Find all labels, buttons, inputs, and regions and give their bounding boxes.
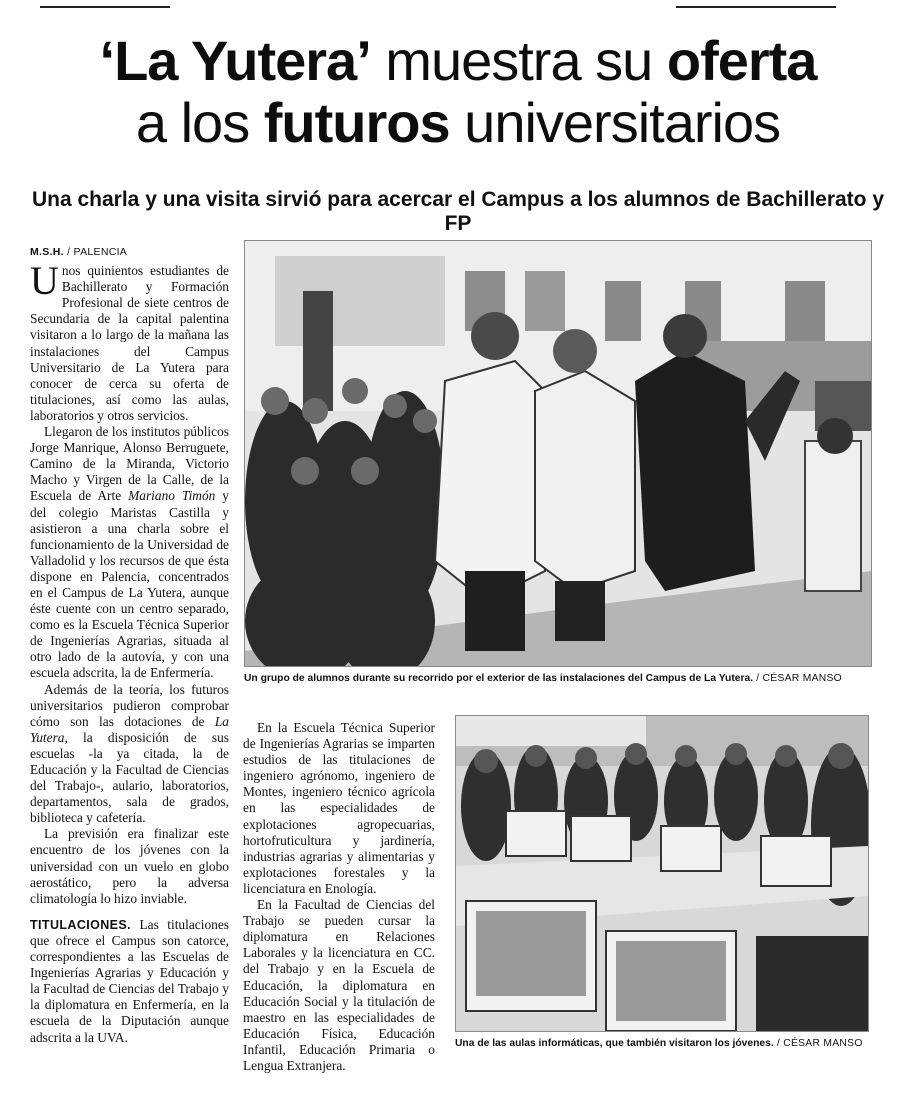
headline-text: a los [135,91,264,154]
headline-text: universitarios [449,91,781,154]
photo-credit: / CÉSAR MANSO [753,673,842,684]
column-left [30,244,229,1046]
photo-illustration [456,716,868,1031]
paragraph [30,258,229,424]
italic-name: Mariano Timón [128,488,216,504]
headline-text: muestra su [370,29,667,92]
paragraph [30,682,229,827]
byline [30,244,229,260]
paragraph: La previsión era finalizar este encuentro de los jóvenes con la universidad con un vuelo en globo aerostático, pero la adversa climatología lo hizo inviable. [30,826,229,906]
paragraph-text: Llegaron de los institutos públicos Jorge Manrique, Alonso Berruguete, Camino de la Miranda, Victorio Macho y Virgen de la Calle, de la Escuela de Arte [30,424,229,504]
paragraph: En la Escuela Técnica Superior de Ingenierías Agrarias se imparten estudios de las titulaciones de ingeniero agrónomo, ingeniero de Montes, ingeniero técnico agrícola en las especialidades de explotaciones agropecuarias, hortofruticultura y jardinería, industrias agrarias y alimentarias y explotaciones forestales y la licenciatura en Enología. [243,720,435,896]
section-heading: TITULACIONES. [30,917,132,932]
top-rule [676,6,836,8]
photo-caption [244,673,842,684]
paragraph [30,917,229,1046]
column-middle [243,720,435,1074]
paragraph-text: Además de la teoría, los futuros universitarios pudieron comprobar cómo son las dotaciones de [30,681,229,729]
photo-illustration [245,241,871,666]
photo-computer-lab [455,715,869,1032]
paragraph: En la Facultad de Ciencias del Trabajo se pueden cursar la diplomatura en Relaciones Laborales y la licenciatura en CC. del Trabajo y en la Escuela de Educación, la diplomatura en Educación Social y la titulación de maestro en las especialidades de Educación Física, Educación Infantil, Educación Primaria o Lengua Extranjera. [243,897,435,1073]
italic-name: La Yutera [30,713,229,745]
drop-cap: U [30,258,59,304]
headline [20,30,896,154]
headline-quote: ‘La Yutera’ [99,29,371,92]
headline-bold: oferta [666,29,817,92]
byline-place: PALENCIA [73,246,128,258]
paragraph [30,424,229,682]
paragraph-text: Las titulaciones que ofrece el Campus son catorce, correspondientes a las Escuelas de Ingenierías Agrarias y Educación y la Facultad de Ciencias del Trabajo y la diplomatura en Enfermería, en la escuela de la Diputación aunque adscrita a la UVA. [30,916,229,1045]
caption-text: Una de las aulas informáticas, que también visitaron los jóvenes. [455,1038,774,1049]
top-rule [40,6,170,8]
photo-credit: / CÉSAR MANSO [773,1038,863,1049]
paragraph-text: nos quinientos estudiantes de Bachillerato y Formación Profesional de siete centros de Secundaria de la capital palentina visitaron a lo largo de la mañana las instalaciones del Campus Universitario de La Yutera para conocer de cerca su oferta de titulaciones, así como las aulas, laboratorios y otros servicios. [30,263,229,423]
caption-text: Un grupo de alumnos durante su recorrido por el exterior de las instalaciones del Campus de La Yutera. [244,673,754,684]
photo-students-outdoor [244,240,872,667]
paragraph-text: , la disposición de sus escuelas -la ya citada, la de Educación y la Facultad de Ciencias del Trabajo-, aulario, laboratorios, departamentos, sala de grados, biblioteca y cafetería. [30,729,229,826]
byline-author: M.S.H. [30,246,64,258]
byline-separator: / [63,246,74,258]
photo-caption [455,1038,863,1049]
headline-bold: futuros [263,91,450,154]
subhead: Una charla y una visita sirvió para acercar el Campus a los alumnos de Bachillerato y FP [31,188,885,235]
paragraph-text: y del colegio Maristas Castilla y asistieron a una charla sobre el funcionamiento de la Universidad de Valladolid y los recursos de que ésta dispone en Palencia, concentrados en el Campus de La Yutera, aunque éste cuente con un centro separado, como es la Escuela Técnica Superior de Ingenierías Agrarias, situada al otro lado de la autovía, y con una escuela adscrita, la de Enfermería. [30,488,229,681]
